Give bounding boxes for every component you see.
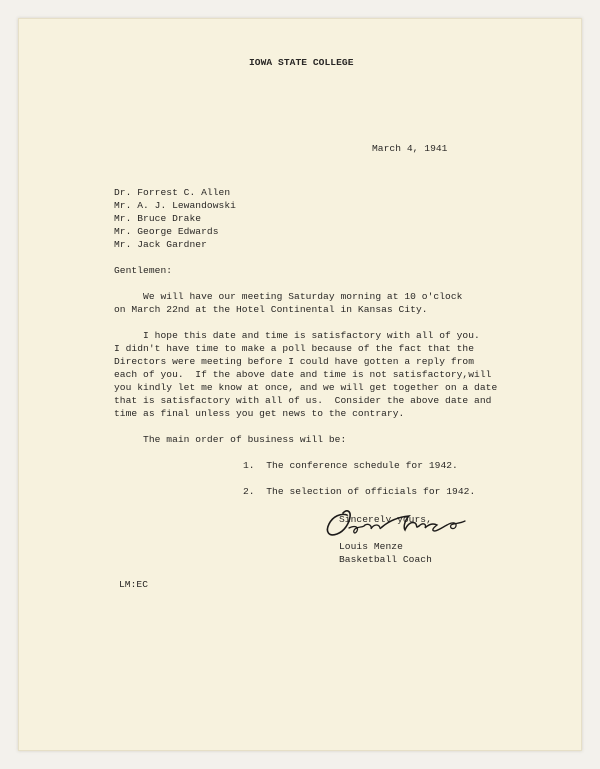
recipient: Mr. Bruce Drake (114, 213, 202, 224)
business-intro: The main order of business will be: (114, 434, 347, 445)
letter-date: March 4, 1941 (372, 143, 448, 154)
business-item: 2. The selection of officials for 1942. (243, 486, 476, 497)
recipient: Dr. Forrest C. Allen (114, 187, 231, 198)
paragraph-line: Directors were meeting before I could have gotten a reply from (114, 356, 475, 367)
recipient: Mr. Jack Gardner (114, 239, 207, 250)
paragraph-line: We will have our meeting Saturday morning at 10 o'clock (114, 291, 463, 302)
paragraph-line: time as final unless you get news to the contrary. (114, 408, 405, 419)
paragraph-line: that is satisfactory with all of us. Consider the above date and (114, 395, 492, 406)
handwritten-signature (319, 497, 469, 545)
paragraph-line: on March 22nd at the Hotel Continental in Kansas City. (114, 304, 428, 315)
paragraph-line: you kindly let me know at once, and we will get together on a date (114, 382, 498, 393)
recipient: Mr. A. J. Lewandowski (114, 200, 236, 211)
business-item: 1. The conference schedule for 1942. (243, 460, 458, 471)
typist-initials: LM:EC (119, 579, 149, 590)
paragraph-line: I didn't have time to make a poll because of the fact that the (114, 343, 475, 354)
letter-page (18, 18, 582, 751)
recipient: Mr. George Edwards (114, 226, 219, 237)
signer-title: Basketball Coach (339, 554, 432, 565)
signer-name: Louis Menze (339, 541, 403, 552)
paragraph-line: each of you. If the above date and time is not satisfactory,will (114, 369, 492, 380)
closing: Sincerely yours, (339, 514, 432, 525)
letterhead: IOWA STATE COLLEGE (249, 57, 354, 68)
paragraph-line: I hope this date and time is satisfactory with all of you. (114, 330, 480, 341)
salutation: Gentlemen: (114, 265, 173, 276)
